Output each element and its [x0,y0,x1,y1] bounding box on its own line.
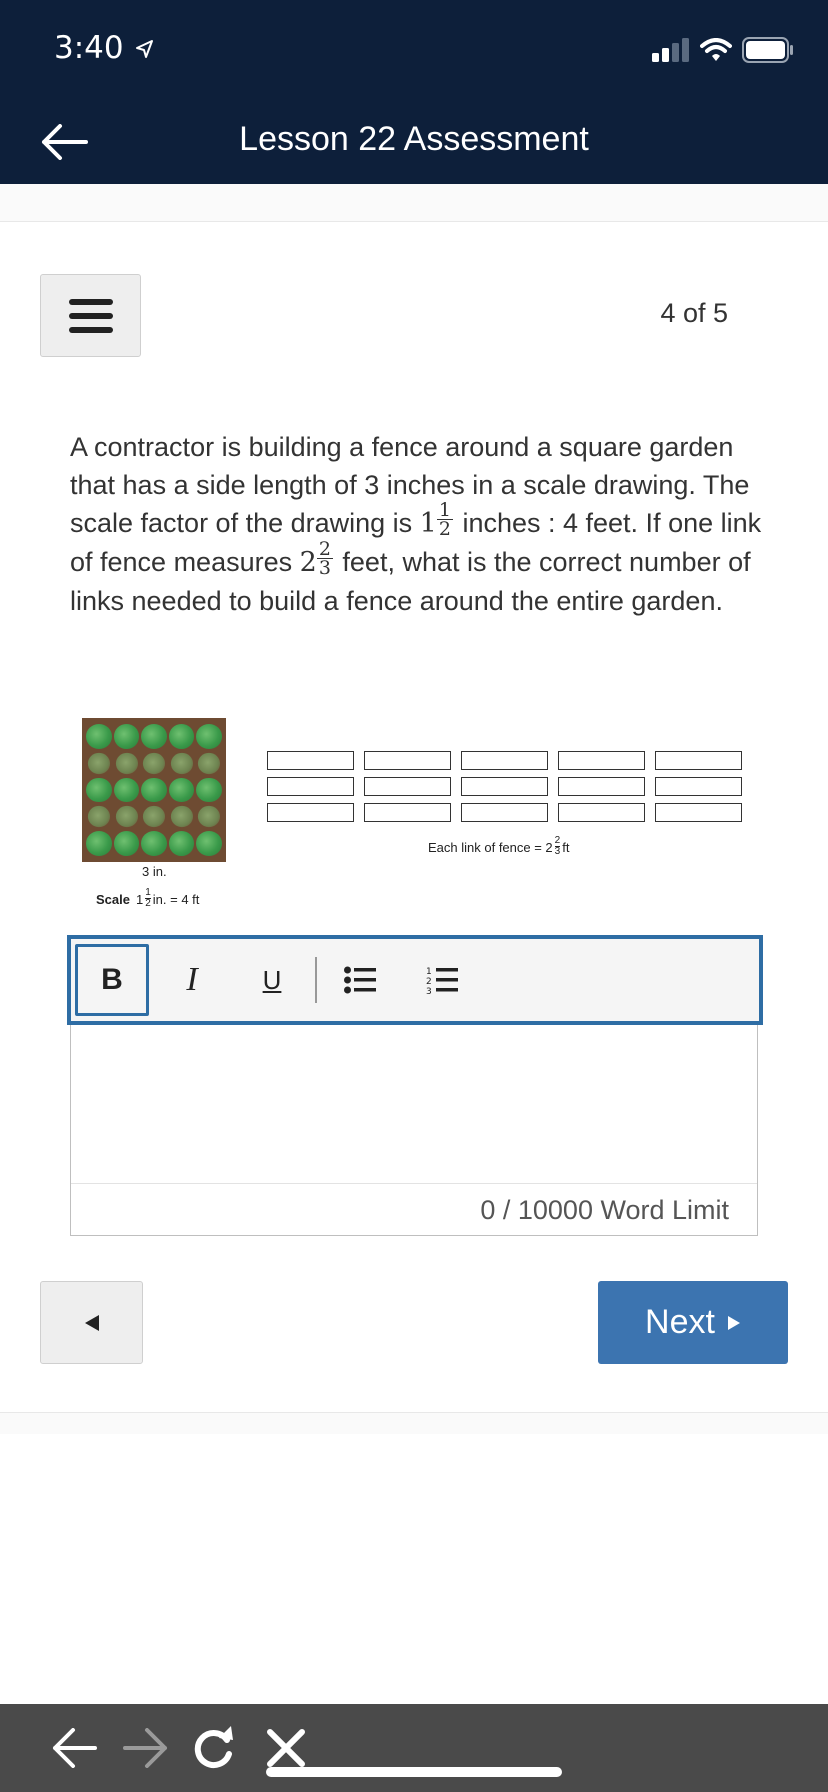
underline-label: U [262,964,282,995]
home-indicator [266,1767,562,1777]
scale-numerator: 1 [145,887,151,899]
underline-button[interactable] [235,944,309,1016]
fence-link [364,751,451,770]
reload-icon [191,1726,237,1770]
italic-button[interactable] [155,944,229,1016]
top-divider-strip [0,184,828,222]
location-arrow-icon [135,39,155,59]
page-title: Lesson 22 Assessment [239,120,589,158]
fence-link [461,803,548,822]
fraction-2 [317,538,333,580]
fraction-1 [437,499,453,541]
fence-link [461,777,548,796]
numbered-list-button[interactable] [405,944,479,1016]
fence-fraction [555,836,561,857]
bold-button[interactable] [75,944,149,1016]
answer-text-area[interactable] [71,1025,757,1179]
scale-whole: 1 [135,892,144,907]
browser-back-button[interactable] [46,1720,102,1776]
question-part-3: feet, what is the correct number of links needed to build a fence around the entire garden. [70,547,751,616]
fence-link [655,803,742,822]
fence-link [364,803,451,822]
bullet-list-button[interactable] [323,944,397,1016]
browser-forward-button[interactable] [118,1720,174,1776]
scale-label [96,887,200,910]
editor-toolbar [67,935,763,1025]
fence-link [267,751,354,770]
garden-image [82,718,226,862]
question-figure [80,716,760,916]
fence-link [461,751,548,770]
clock-text: 3:40 [54,30,124,66]
fraction-1-denominator: 2 [438,518,451,541]
browser-reload-button[interactable] [186,1720,242,1776]
battery-icon [742,37,794,63]
fence-link [655,751,742,770]
next-button[interactable] [598,1281,788,1364]
fence-caption-post: ft [562,840,570,855]
fence-numerator: 2 [554,835,561,847]
italic-label: I [186,961,198,998]
fraction-2-numerator: 2 [318,538,331,561]
garden-side-label: 3 in. [142,864,167,879]
fraction-1-whole: 1 [419,508,437,539]
word-count [71,1183,757,1235]
nav-bar [0,100,828,184]
status-icons [652,36,794,64]
scale-denominator: 2 [145,898,151,910]
cellular-signal-icon [652,38,690,62]
page-counter: 4 of 5 [660,298,728,328]
question-part-1: A contractor is building a fence around a square garden that has a side length of 3 inches in a scale drawing. The scale factor of the drawing is [70,432,750,538]
fence-link [267,777,354,796]
status-bar [0,0,828,100]
fence-link [558,777,645,796]
back-arrow-icon [51,1728,97,1768]
previous-button[interactable] [40,1281,143,1364]
scale-rest: in. = 4 ft [152,892,200,907]
fence-caption-pre: Each link of fence = 2 [428,840,553,855]
scale-label-bold: Scale [96,892,130,907]
word-limit-label: / 10000 Word Limit [502,1195,729,1225]
numbered-list-icon [426,965,458,995]
bold-label: B [101,963,123,996]
question-text [70,428,770,620]
toolbar-separator [315,957,317,1003]
fence-caption [428,835,570,858]
next-label: Next [645,1303,715,1341]
word-count-value: 0 [480,1195,496,1225]
forward-arrow-icon [123,1728,169,1768]
question-part-2: inches : 4 feet. If one link of fence measures [70,508,762,577]
fraction-1-numerator: 1 [438,499,451,522]
fence-links-diagram [267,751,742,822]
question-menu-button[interactable] [40,274,141,357]
answer-editor [70,938,758,1236]
fence-denominator: 3 [554,846,561,858]
fence-link [558,803,645,822]
status-time [54,30,155,66]
fence-link [655,777,742,796]
close-icon [266,1728,306,1768]
caret-left-icon [84,1314,100,1332]
bullet-list-icon [344,966,376,994]
fence-link [558,751,645,770]
svg-text:1: 1 [426,967,432,977]
bottom-divider-strip [0,1412,828,1434]
svg-text:2: 2 [426,977,432,987]
caret-right-icon [727,1315,741,1331]
fraction-2-whole: 2 [299,547,317,578]
svg-text:3: 3 [426,987,432,995]
fence-link [364,777,451,796]
fraction-2-denominator: 3 [318,557,331,580]
wifi-icon [700,38,732,62]
browser-toolbar [0,1704,828,1792]
fence-link [267,803,354,822]
hamburger-menu-icon [69,299,113,333]
scale-fraction [145,888,151,909]
